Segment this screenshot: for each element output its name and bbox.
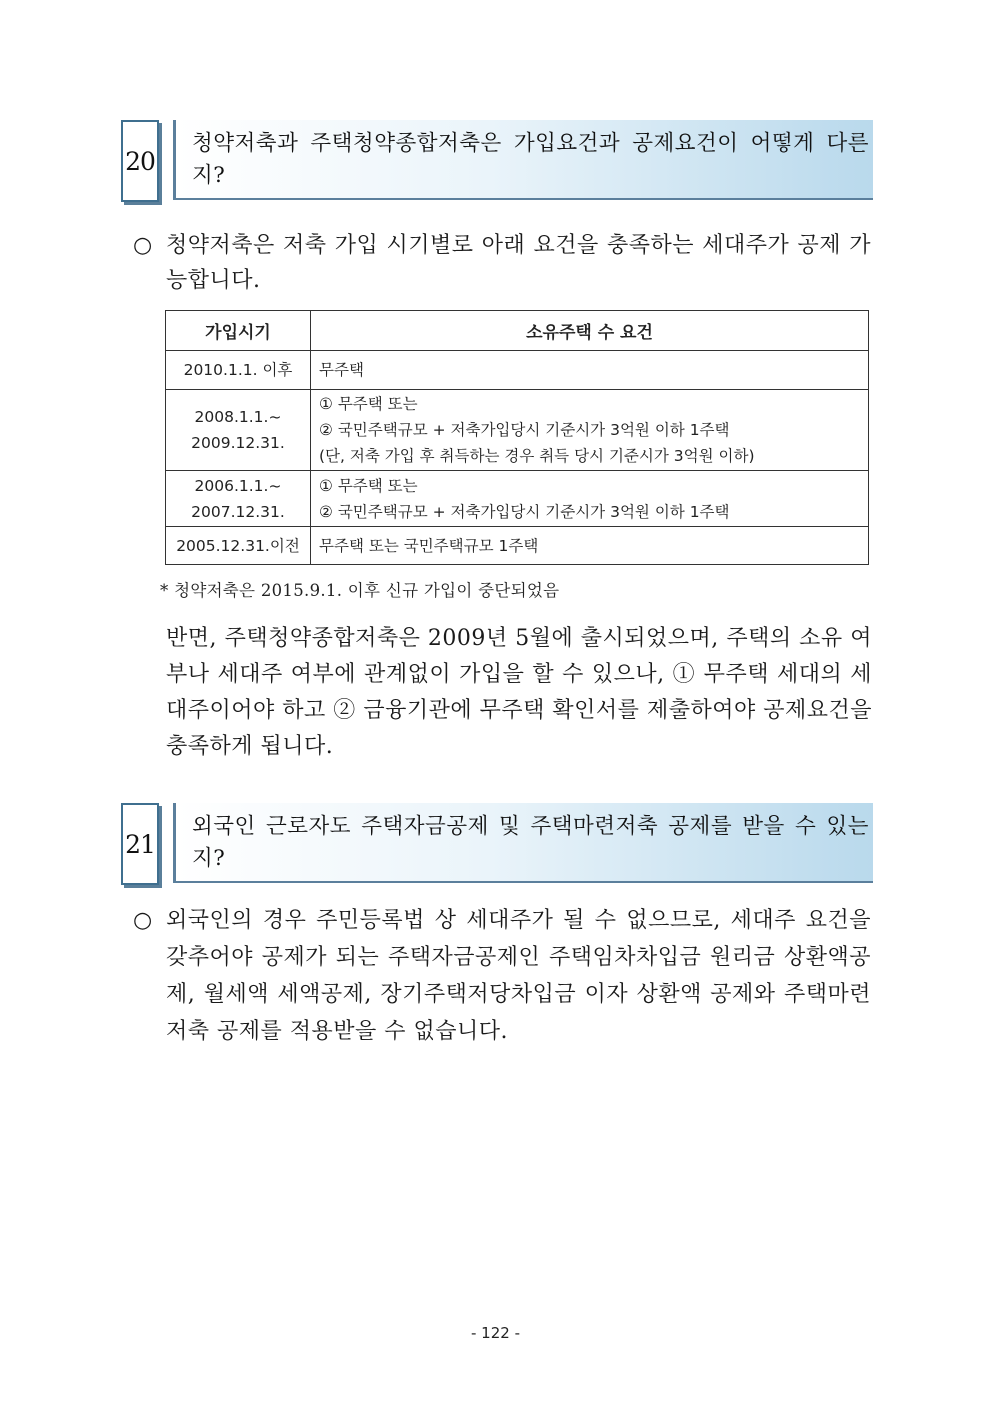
condition-cell: ① 무주택 또는 ② 국민주택규모 + 저축가입당시 기준시가 3억원 이하 1주택 [311,471,869,527]
question-title-bar [173,803,873,883]
answer-text: 외국인의 경우 주민등록법 상 세대주가 될 수 없으므로, 세대주 요건을 갖추어야 공제가 되는 주택자금공제인 주택임차차입금 원리금 상환액공제, 월세액 세액공제, 장기주택저당차입금 이자 상환액 공제와 주택마련저축 공제를 적용받을 수 없습니다. [166,908,871,1044]
table-header-row [166,311,869,351]
condition-cell: 무주택 또는 국민주택규모 1주택 [311,527,869,565]
table-row [166,527,869,565]
table-row [166,471,869,527]
question-number: 20 [121,120,159,202]
question-20-header [121,120,873,202]
period-cell: 2005.12.31.이전 [166,527,311,565]
condition-cell: ① 무주택 또는 ② 국민주택규모 + 저축가입당시 기준시가 3억원 이하 1주택 (단, 저축 가입 후 취득하는 경우 취득 당시 기준시가 3억원 이하) [311,390,869,471]
condition-cell: 무주택 [311,351,869,390]
body-paragraph: 반면, 주택청약종합저축은 2009년 5월에 출시되었으며, 주택의 소유 여부나 세대주 여부에 관계없이 가입을 할 수 있으나, ① 무주택 세대의 세대주이어야 하고 ② 금융기관에 무주택 확인서를 제출하여야 공제요건을 충족하게 됩니다. [166,626,872,759]
footnote: * 청약저축은 2015.9.1. 이후 신규 가입이 중단되었음 [160,581,560,600]
answer-text: 청약저축은 저축 가입 시기별로 아래 요건을 충족하는 세대주가 공제 가능합니다. [166,233,871,293]
question-title-bar [173,120,873,200]
period-cell: 2008.1.1.~ 2009.12.31. [166,390,311,471]
answer-paragraph [133,228,871,298]
period-cell: 2010.1.1. 이후 [166,351,311,390]
bullet-circle-icon: ○ [133,233,153,258]
question-21-header [121,803,873,885]
page-number: - 122 - [471,1324,520,1342]
requirements-table [165,310,869,565]
table-row [166,351,869,390]
question-number: 21 [121,803,159,885]
question-title: 청약저축과 주택청약종합저축은 가입요건과 공제요건이 어떻게 다른지? [192,131,869,188]
column-header: 가입시기 [166,311,311,351]
table-row [166,390,869,471]
bullet-circle-icon: ○ [133,908,153,933]
question-title: 외국인 근로자도 주택자금공제 및 주택마련저축 공제를 받을 수 있는지? [192,814,869,871]
period-cell: 2006.1.1.~ 2007.12.31. [166,471,311,527]
answer-paragraph [133,902,871,1050]
column-header: 소유주택 수 요건 [311,311,869,351]
